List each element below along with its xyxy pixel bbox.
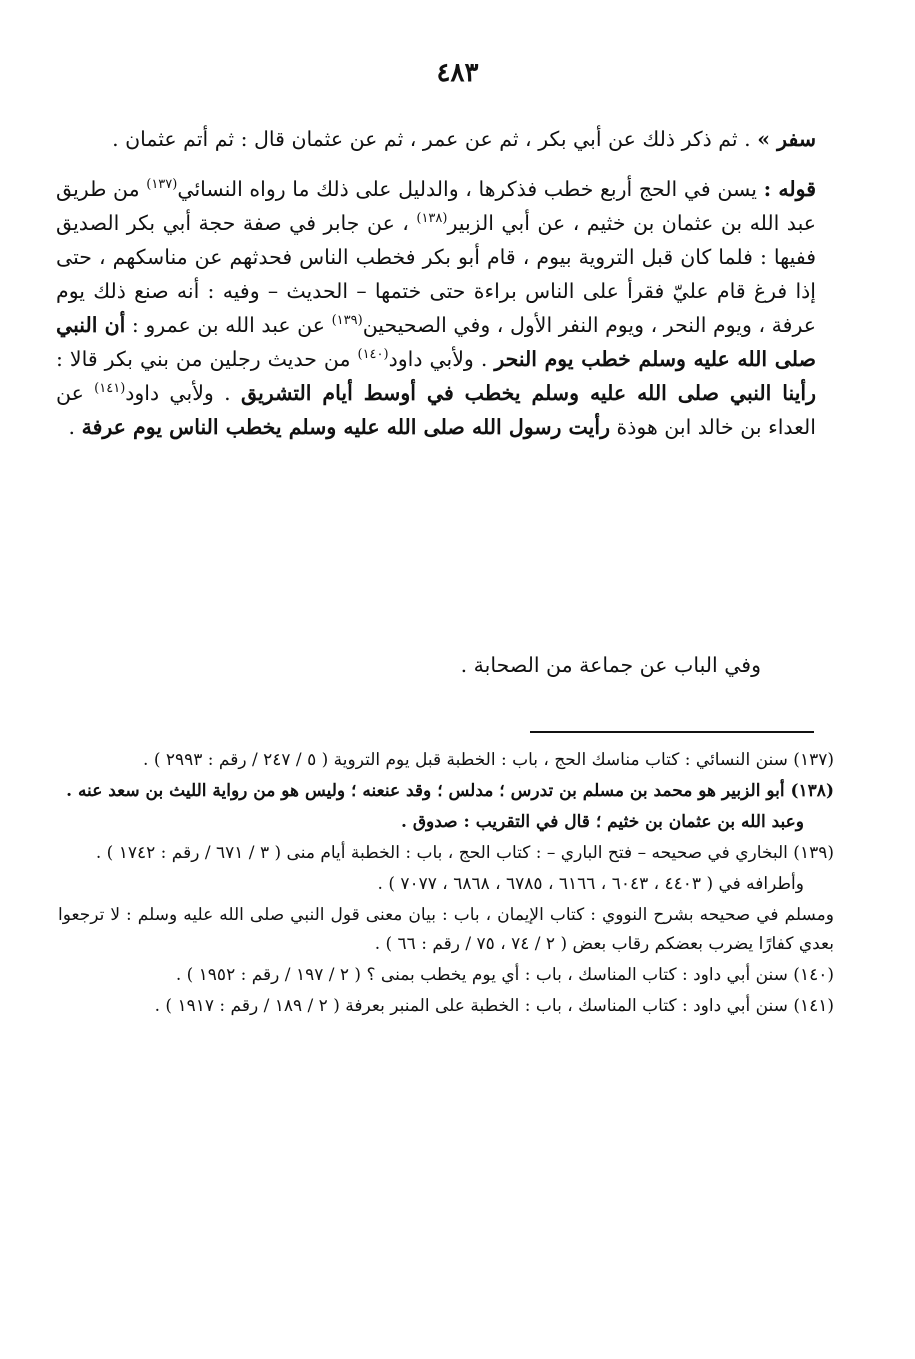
footnote-138-continuation: وعبد الله بن عثمان بن خثيم ؛ قال في التقريب : صدوق . xyxy=(400,812,804,832)
footnote-ref: (١٣٩) xyxy=(331,313,363,329)
paragraph-continuation xyxy=(56,122,816,156)
footnote-ref: (١٤٠) xyxy=(357,347,389,363)
footnote-divider xyxy=(530,731,814,733)
footnote-140: (١٤٠) سنن أبي داود : كتاب المناسك ، باب : أي يوم يخطب بمنى ؟ ( ٢ / ١٩٧ / رقم : ١٩٥٢ ) . xyxy=(175,965,834,985)
footnote-137: (١٣٧) سنن النسائي : كتاب مناسك الحج ، باب : الخطبة قبل يوم التروية ( ٥ / ٢٤٧ / رقم : ٢٩٩٣ ) . xyxy=(143,750,834,770)
paragraph-text: . xyxy=(68,415,82,439)
hadith-quote: رأينا النبي صلى الله عليه وسلم يخطب في أوسط أيام التشريق xyxy=(240,381,817,405)
paragraph-text: من حديث رجلين من بني بكر قالا : xyxy=(56,347,358,371)
paragraph-main xyxy=(56,172,816,444)
main-text xyxy=(56,122,816,444)
paragraph-text: . ولأبي داود xyxy=(125,381,241,405)
footnote-138: (١٣٨) أبو الزبير هو محمد بن مسلم بن تدرس ؛ مدلس ؛ وقد عنعنه ؛ وليس هو من رواية الليث بن سعد عنه . xyxy=(66,781,834,801)
closing-line: وفي الباب عن جماعة من الصحابة . xyxy=(460,653,761,677)
paragraph-text: عن عبد الله بن عمرو : xyxy=(125,313,332,337)
footnote-139-muslim: ومسلم في صحيحه بشرح النووي : كتاب الإيمان ، باب : بيان معنى قول النبي صلى الله عليه وسلم : لا ترجعوا بعدي كفارًا يضرب بعضكم رقاب بعض ( ٢ / ٧٤ ، ٧٥ / رقم : ٦٦ ) . xyxy=(58,905,834,954)
hadith-quote: رأيت رسول الله صلى الله عليه وسلم يخطب الناس يوم عرفة xyxy=(81,415,610,439)
paragraph-text: عن العداء بن خالد ابن هوذة xyxy=(56,381,816,439)
lead-bold: قوله : xyxy=(763,177,816,201)
footnote-ref: (١٣٧) xyxy=(146,177,178,193)
footnote-139-continuation: وأطرافه في ( ٤٤٠٣ ، ٦٠٤٣ ، ٦١٦٦ ، ٦٧٨٥ ، ٦٨٦٨ ، ٧٠٧٧ ) . xyxy=(377,874,804,894)
hadith-quote: أن النبي صلى الله عليه وسلم خطب يوم النحر xyxy=(56,313,816,371)
paragraph-text: يسن في الحج أربع خطب فذكرها ، والدليل على ذلك ما رواه النسائي xyxy=(177,177,764,201)
paragraph-text: . ولأبي داود xyxy=(388,347,495,371)
paragraph-text: من طريق عبد الله بن عثمان بن خثيم ، عن أبي الزبير xyxy=(56,177,816,235)
paragraph-text: . ثم ذكر ذلك عن أبي بكر ، ثم عن عمر ، ثم عن عثمان قال : ثم أتم عثمان . xyxy=(112,127,758,151)
lead-bold: سفر » xyxy=(757,127,816,151)
footnotes xyxy=(58,746,834,1023)
paragraph-text: ، عن جابر في صفة حجة أبي بكر الصديق ففيها : فلما كان قبل التروية بيوم ، قام أبو بكر فخطب الناس فحدثهم عن مناسكهم ، حتى إذا فرغ قام عليّ فقرأ على الناس براءة حتى ختمها – الحديث – وفيه : أنه صنع ذلك يوم عرفة ، ويوم النحر ، ويوم النفر الأول ، وفي الصحيحين xyxy=(56,211,816,337)
footnote-ref: (١٤١) xyxy=(94,381,126,397)
footnote-139: (١٣٩) البخاري في صحيحه – فتح الباري – : كتاب الحج ، باب : الخطبة أيام منى ( ٣ / ٦٧١ / رقم : ١٧٤٢ ) . xyxy=(95,843,834,863)
footnote-141: (١٤١) سنن أبي داود : كتاب المناسك ، باب : الخطبة على المنبر بعرفة ( ٢ / ١٨٩ / رقم : ١٩١٧ ) . xyxy=(154,996,834,1016)
page-number: ٤٨٣ xyxy=(436,58,479,88)
footnote-ref: (١٣٨) xyxy=(416,211,448,227)
